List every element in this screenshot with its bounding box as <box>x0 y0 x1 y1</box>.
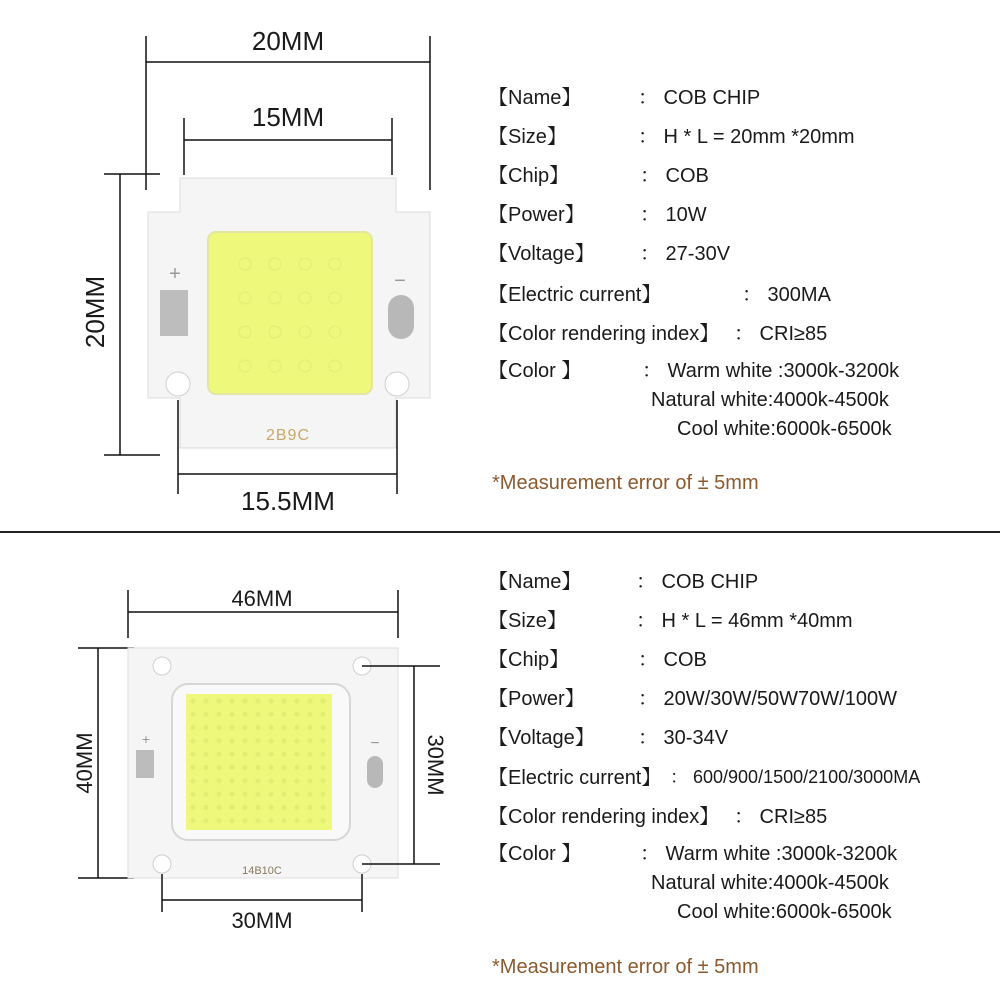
top-minus-pad <box>388 295 414 339</box>
top-led-emitter <box>208 232 372 394</box>
led-die <box>320 752 325 757</box>
led-die <box>190 698 195 703</box>
led-die <box>281 765 286 770</box>
led-die <box>216 792 221 797</box>
led-die <box>255 792 260 797</box>
led-die <box>268 778 273 783</box>
led-die <box>281 725 286 730</box>
led-die <box>229 765 234 770</box>
led-die <box>242 725 247 730</box>
led-die <box>216 725 221 730</box>
led-die <box>268 712 273 717</box>
led-die <box>281 818 286 823</box>
led-die <box>307 725 312 730</box>
led-die <box>229 712 234 717</box>
led-die <box>281 752 286 757</box>
led-die <box>307 792 312 797</box>
dim-inner-width-label: 15MM <box>251 102 325 132</box>
led-die <box>229 805 234 810</box>
led-die <box>216 738 221 743</box>
led-die <box>307 712 312 717</box>
led-die <box>255 738 260 743</box>
led-die <box>320 738 325 743</box>
led-die <box>203 805 208 810</box>
led-die <box>294 818 299 823</box>
led-die <box>203 738 208 743</box>
led-die <box>229 752 234 757</box>
top-mount-hole-right <box>385 372 409 396</box>
led-die <box>190 752 195 757</box>
bottom-chip-diagram <box>0 534 470 1000</box>
led-die <box>203 752 208 757</box>
bottom-plus-sign: + <box>141 731 151 747</box>
led-die <box>281 792 286 797</box>
led-die <box>203 725 208 730</box>
led-die <box>281 712 286 717</box>
bottom-hole-tl <box>153 657 171 675</box>
led-die <box>242 778 247 783</box>
dim-hole-spacing-label: 15.5MM <box>241 486 335 516</box>
dim-outer-width-label: 20MM <box>251 26 325 56</box>
led-die <box>294 765 299 770</box>
led-die <box>203 818 208 823</box>
led-die <box>242 818 247 823</box>
led-die <box>268 792 273 797</box>
led-die <box>190 725 195 730</box>
top-plus-sign: + <box>169 263 181 285</box>
led-die <box>190 805 195 810</box>
led-die <box>294 792 299 797</box>
led-die <box>268 765 273 770</box>
led-die <box>242 752 247 757</box>
led-die <box>307 698 312 703</box>
bottom-measurement-note: *Measurement error of ± 5mm <box>492 956 759 978</box>
led-die <box>216 805 221 810</box>
led-die <box>216 818 221 823</box>
led-die <box>203 712 208 717</box>
led-die <box>216 752 221 757</box>
led-die <box>281 778 286 783</box>
led-die <box>281 738 286 743</box>
led-die <box>229 778 234 783</box>
top-plus-pad <box>160 290 188 336</box>
led-die <box>229 738 234 743</box>
led-die <box>216 712 221 717</box>
bottom-hole-bl <box>153 855 171 873</box>
bottom-minus-sign: − <box>370 735 380 752</box>
led-die <box>203 698 208 703</box>
led-die <box>255 752 260 757</box>
led-die <box>229 792 234 797</box>
led-die <box>216 698 221 703</box>
led-die <box>281 805 286 810</box>
led-die <box>294 698 299 703</box>
led-die <box>190 818 195 823</box>
led-die <box>307 752 312 757</box>
led-die <box>320 778 325 783</box>
led-die <box>268 752 273 757</box>
dim-inner-height-label-2: 30MM <box>423 734 448 796</box>
led-die <box>320 805 325 810</box>
top-chip-code: 2B9C <box>265 427 311 444</box>
led-die <box>216 765 221 770</box>
led-die <box>190 738 195 743</box>
led-die <box>216 778 221 783</box>
led-die <box>229 698 234 703</box>
led-die <box>190 792 195 797</box>
section-divider <box>0 531 1000 533</box>
bottom-chip-code: 14B10C <box>242 865 282 877</box>
led-die <box>242 765 247 770</box>
led-die <box>242 698 247 703</box>
led-die <box>307 765 312 770</box>
led-die <box>190 712 195 717</box>
led-die <box>242 792 247 797</box>
led-die <box>255 778 260 783</box>
led-die <box>294 805 299 810</box>
led-die <box>320 765 325 770</box>
led-die <box>268 805 273 810</box>
led-die <box>203 792 208 797</box>
led-die <box>268 698 273 703</box>
top-measurement-note: *Measurement error of ± 5mm <box>492 472 759 494</box>
led-die <box>242 805 247 810</box>
top-minus-sign: − <box>394 270 406 292</box>
dim-outer-width-label-2: 46MM <box>231 586 293 611</box>
bottom-plus-pad <box>136 750 154 778</box>
led-die <box>320 698 325 703</box>
led-die <box>203 765 208 770</box>
led-die <box>255 805 260 810</box>
led-die <box>320 818 325 823</box>
led-die <box>294 738 299 743</box>
dim-height-label-2: 40MM <box>72 732 97 794</box>
top-chip-diagram <box>0 0 470 532</box>
led-die <box>255 712 260 717</box>
led-die <box>190 778 195 783</box>
led-die <box>320 725 325 730</box>
led-die <box>268 725 273 730</box>
led-die <box>242 738 247 743</box>
bottom-product-section: 46MM 40MM + − 14B10C 30MM 30MM 【Name】 ： COB CHIP 【Size】 ： H * L = 46mm *40mm 【Chip】 ： COB 【Power】 ： 20W/30W/50W70W/100W 【Voltage】 ： 30-34V 【Electric current】 ： 600/900/1500/2100/3000MA 【Color rendering index】 ： CRI≥85 【Color 】 ： Warm white :3000k-3200k Natural white:4000k-4500k Cool white:6000k-6500k *Measurement error of ± 5mm <box>0 534 1000 1000</box>
led-die <box>320 712 325 717</box>
top-mount-hole-left <box>166 372 190 396</box>
led-die <box>255 818 260 823</box>
dim-hole-spacing-label-2: 30MM <box>231 908 293 933</box>
bottom-minus-pad <box>367 756 383 788</box>
led-die <box>320 792 325 797</box>
led-die <box>268 738 273 743</box>
led-die <box>294 725 299 730</box>
dim-height-label: 20MM <box>80 275 110 349</box>
led-die <box>229 725 234 730</box>
led-die <box>242 712 247 717</box>
led-die <box>307 778 312 783</box>
led-die <box>307 818 312 823</box>
led-die <box>268 818 273 823</box>
top-product-section: 20MM 15MM 20MM + − 2B9C 15.5MM 【Name】 ： COB CHIP 【Size】 ： H * L = 20mm *20mm 【Chip】 ： COB 【Power】 ： 10W 【Voltage】 ： 27-30V 【Electric current】 ： 300MA 【Color rendering index】 ： CRI≥85 【Color 】 ： Warm white :3000k-3200k Natural white:4000k-4500k Cool white:6000k-6500k *Measurement error of ± 5mm <box>0 0 1000 532</box>
led-die <box>294 752 299 757</box>
led-die <box>307 738 312 743</box>
led-die <box>294 712 299 717</box>
led-die <box>307 805 312 810</box>
led-die <box>255 765 260 770</box>
led-die <box>229 818 234 823</box>
led-die <box>190 765 195 770</box>
led-die <box>281 698 286 703</box>
led-die <box>255 725 260 730</box>
led-die <box>255 698 260 703</box>
led-die <box>203 778 208 783</box>
led-die <box>294 778 299 783</box>
